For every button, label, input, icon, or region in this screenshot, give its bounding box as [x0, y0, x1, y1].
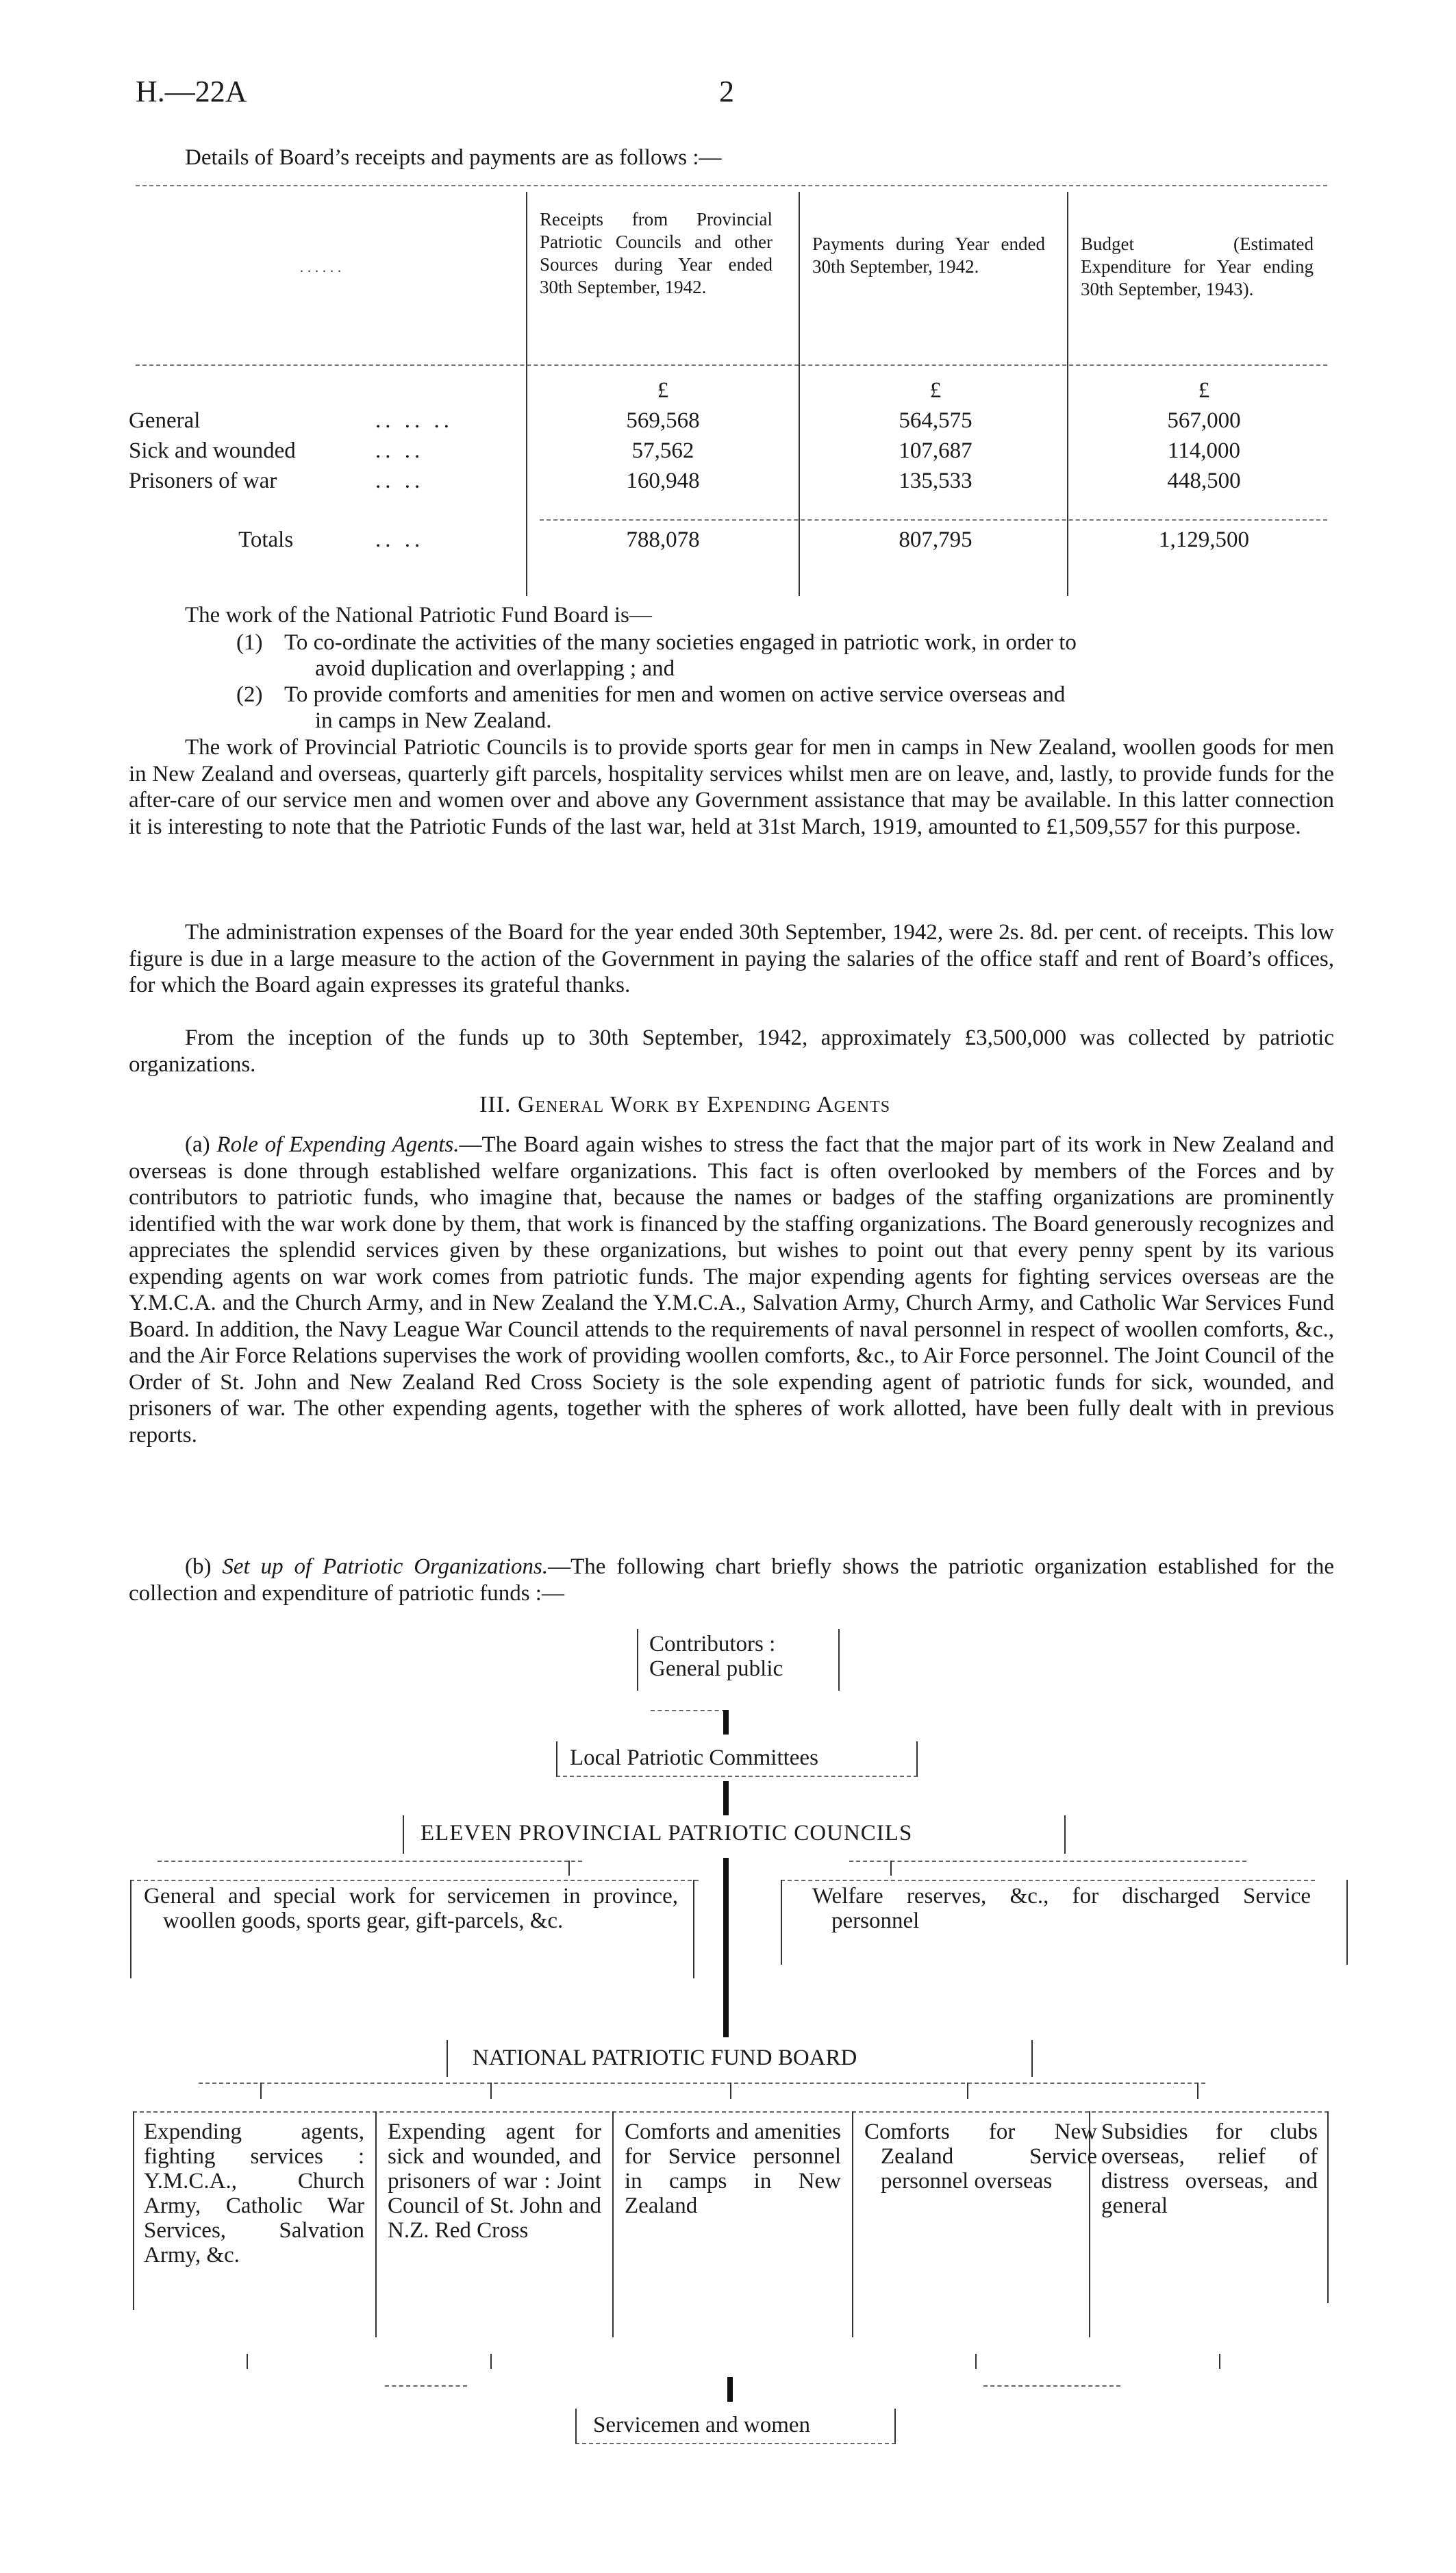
- chart-box-provincial-councils: ELEVEN PROVINCIAL PATRIOTIC COUNCILS: [403, 1815, 1066, 1854]
- table-total-cell: 788,078: [626, 527, 700, 552]
- paragraph-text: —The following chart briefly shows the patriotic organization established for the collection and expenditure of patriotic funds :—: [129, 1554, 1334, 1606]
- table-total-cell: 1,129,500: [1159, 527, 1249, 552]
- paragraph-role-of-expending-agents: [129, 1132, 1334, 1448]
- column-header-receipts: Receipts from Provincial Patriotic Councils and other Sources during Year ended 30th September, 1942.: [540, 209, 773, 297]
- paragraph-work-of-board: The work of the National Patriotic Fund Board is—: [185, 603, 652, 627]
- chart-box-local-committees: Local Patriotic Committees: [556, 1741, 918, 1777]
- table-cell: 569,568: [626, 408, 700, 433]
- paragraph-inception: From the inception of the funds up to 30th September, 1942, approximately £3,500,000 was collected by patriotic organizations.: [129, 1026, 1334, 1077]
- chart-box-contributors: Contributors : General public: [637, 1629, 840, 1691]
- chart-cell-comforts-nz: Comforts and amenities for Service personnel in camps in New Zealand: [625, 2120, 841, 2218]
- chart-box-provincial-work: General and special work for servicemen in province, woollen goods, sports gear, gift-parcels, &c.: [130, 1880, 694, 1978]
- page-number: 2: [719, 75, 734, 108]
- table-cell: 107,687: [899, 438, 972, 463]
- list-number: (1): [236, 630, 263, 655]
- table-intro: Details of Board’s receipts and payments are as follows :—: [185, 145, 722, 170]
- chart-cell-comforts-overseas: Comforts for New Zealand Service personnel overseas: [864, 2120, 1097, 2193]
- table-cell: 564,575: [899, 408, 972, 433]
- list-item-text: To co-ordinate the activities of the many societies engaged in patriotic work, in order to: [284, 630, 1077, 655]
- column-header-budget: Budget (Estimated Expenditure for Year ending 30th September, 1943).: [1081, 234, 1314, 299]
- paragraph-text: —The Board again wishes to stress the fact that the major part of its work in New Zealand and overseas is done through established welfare organizations. This fact is often overlooked by members of the Forces and by contributors to patriotic funds, who imagine that, because the names or badges of the staffing organizations are prominently identified with the war work done by them, that work is financed by the staffing organizations. The Board generously recognizes and appreciates the splendid services given by these organizations, but wishes to point out that every penny spent by its various expending agents on war work comes from patriotic funds. The major expending agents for fighting services overseas are the Y.M.C.A. and the Church Army, and in New Zealand the Y.M.C.A., Salvation Army, Church Army, and Catholic War Services Fund Board. In addition, the Navy League War Council attends to the requirements of naval personnel in respect of woollen comforts, &c., and the Air Force Relations supervises the work of providing woollen comforts, &c., to Air Force personnel. The Joint Council of the Order of St. John and New Zealand Red Cross Society is the sole expending agent of patriotic funds for sick, wounded, and prisoners of war. The other expending agents, together with the spheres of work allotted, have been fully dealt with in previous reports.: [129, 1132, 1334, 1447]
- chart-cell-fighting-services: Expending agents, fighting services : Y.M.C.A., Church Army, Catholic War Services, Salvation Army, &c.: [144, 2120, 364, 2267]
- receipts-table: Receipts from Provincial Patriotic Councils and other Sources during Year ended 30th September, 1942. Payments during Year ended 30th September, 1942. Budget (Estimated Expenditure for Year ending 30th September, 1943). ...... £ £ £ General .. .. .. 569,568 564,575 567,000 Sick and wounded .. .. 57,562 107,687 114,000 Prisoners of war .. .. 160,948 135,533 448,500 Totals .. .. 788,078 807,795 1,129,500: [129, 185, 1334, 596]
- table-cell: 135,533: [899, 469, 972, 493]
- list-item-text: in camps in New Zealand.: [315, 708, 552, 733]
- section-number: III.: [479, 1092, 512, 1117]
- chart-cell-sick-wounded: Expending agent for sick and wounded, and prisoners of war : Joint Council of St. John and N.Z. Red Cross: [388, 2120, 601, 2243]
- paragraph-title: Role of Expending Agents.: [216, 1132, 460, 1157]
- chart-box-welfare-reserves: Welfare reserves, &c., for discharged Service personnel: [781, 1880, 1348, 1965]
- table-total-cell: 807,795: [899, 527, 972, 552]
- chart-box-national-board: NATIONAL PATRIOTIC FUND BOARD: [447, 2040, 1033, 2077]
- row-label-prisoners: Prisoners of war: [129, 469, 277, 493]
- unit-receipts: £: [657, 378, 669, 403]
- paragraph-administration: The administration expenses of the Board for the year ended 30th September, 1942, were 2s. 8d. per cent. of receipts. This low figure is due in a large measure to the action of the Government in paying the salaries of the office staff and rent of Board’s offices, for which the Board again expresses its grateful thanks.: [129, 920, 1334, 997]
- column-header-payments: Payments during Year ended 30th September, 1942.: [812, 234, 1045, 277]
- table-cell: 114,000: [1167, 438, 1241, 463]
- table-cell: 448,500: [1167, 469, 1241, 493]
- page-reference: H.—22A: [136, 75, 247, 108]
- chart-cell-subsidies: Subsidies for clubs overseas, relief of distress overseas, and general: [1101, 2120, 1318, 2218]
- paragraph-label: (b): [185, 1554, 212, 1579]
- row-label-sick: Sick and wounded: [129, 438, 296, 463]
- unit-payments: £: [929, 378, 942, 403]
- paragraph-provincial-councils: The work of Provincial Patriotic Councils is to provide sports gear for men in camps in New Zealand, woollen goods for men in New Zealand and overseas, quarterly gift parcels, hospitality services whilst men are on leave, and, lastly, to provide funds for the after-care of our service men and women over and above any Government assistance that may be available. In this latter connection it is interesting to note that the Patriotic Funds of the last war, held at 31st March, 1919, amounted to £1,509,557 for this purpose.: [129, 735, 1334, 839]
- list-item-text: avoid duplication and overlapping ; and: [315, 656, 675, 681]
- chart-box-servicemen: Servicemen and women: [575, 2409, 896, 2444]
- paragraph-label: (a): [185, 1132, 210, 1157]
- row-label-totals: Totals: [238, 527, 294, 552]
- section-title: General Work by Expending Agents: [517, 1092, 891, 1117]
- paragraph-title: Set up of Patriotic Organizations.: [222, 1554, 549, 1579]
- table-cell: 160,948: [626, 469, 700, 493]
- paragraph-set-up: [129, 1554, 1334, 1606]
- list-item-text: To provide comforts and amenities for men and women on active service overseas and: [284, 682, 1066, 707]
- unit-budget: £: [1198, 378, 1210, 403]
- section-heading: [479, 1092, 890, 1118]
- list-number: (2): [236, 682, 263, 707]
- row-label-general: General: [129, 408, 201, 433]
- table-cell: 567,000: [1167, 408, 1241, 433]
- table-cell: 57,562: [631, 438, 694, 463]
